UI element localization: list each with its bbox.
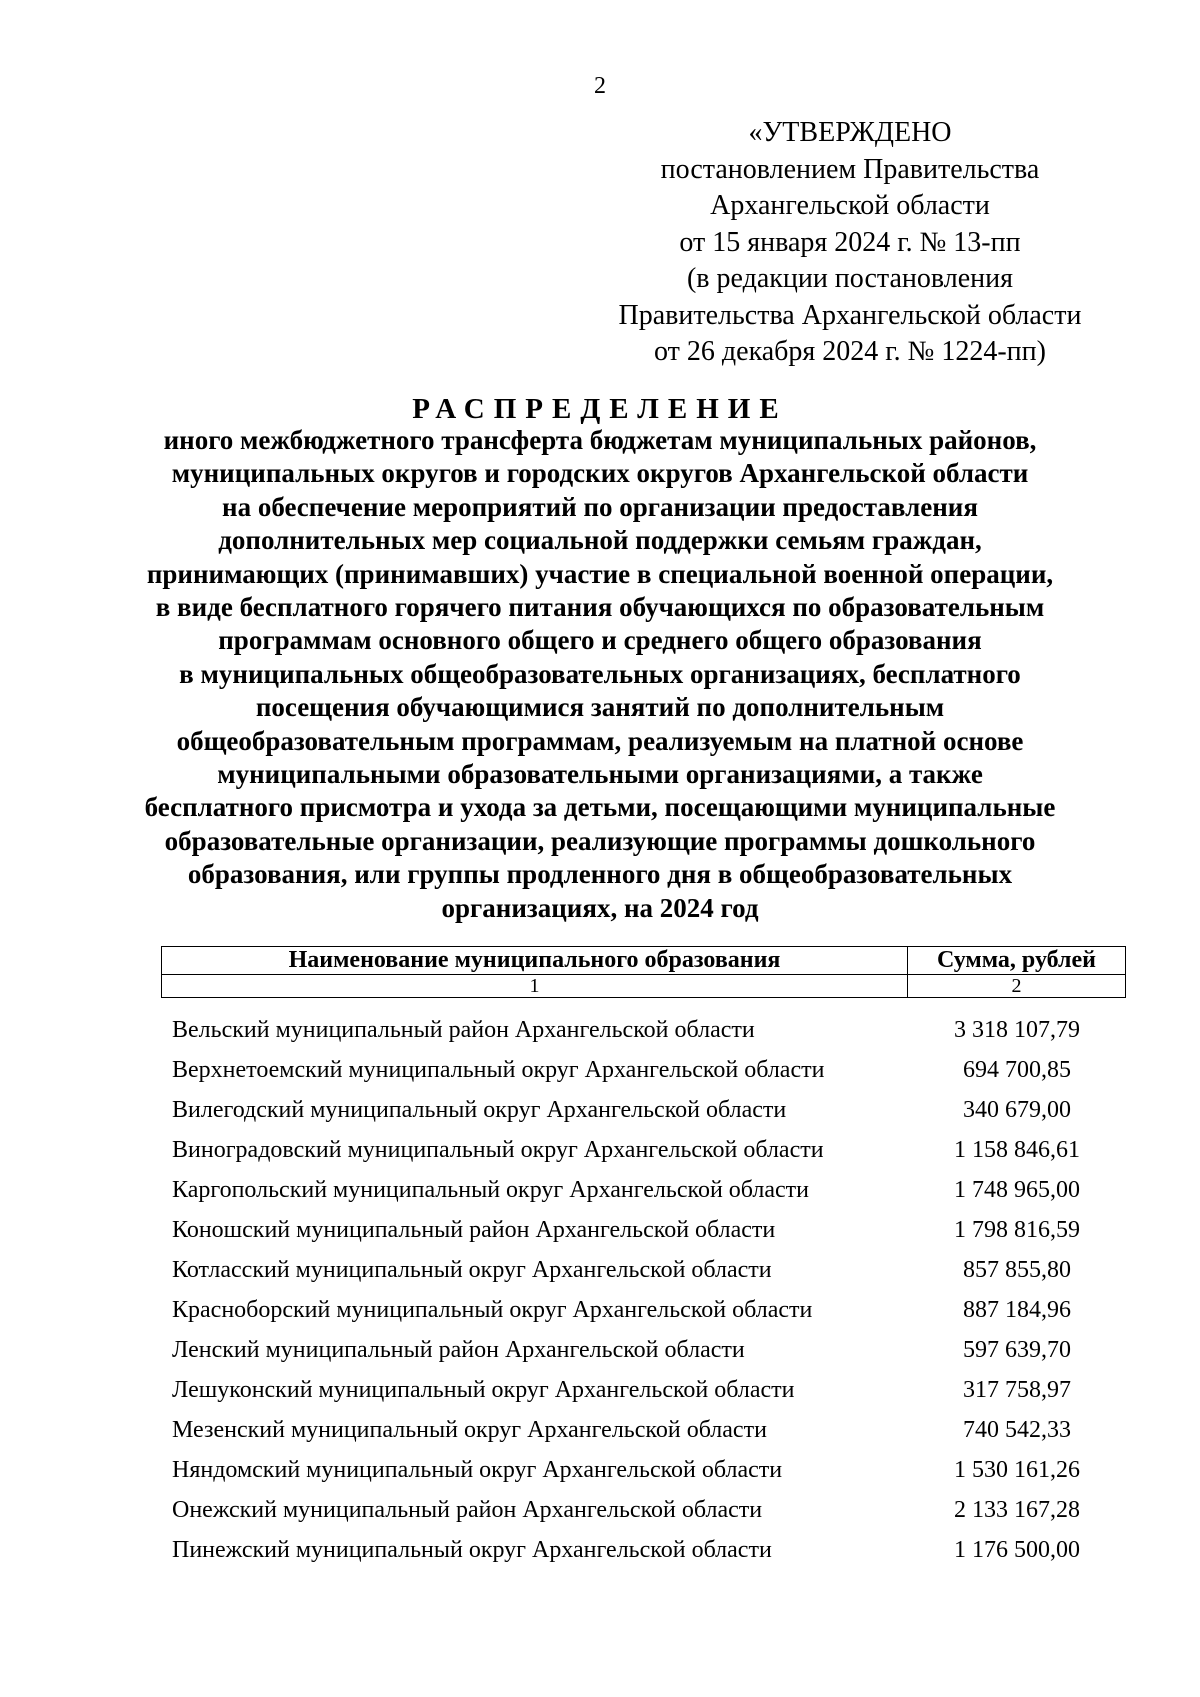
approval-block [600,115,1100,371]
amount-value: 857 855,80 [963,1256,1071,1283]
subtitle-line: в муниципальных общеобразовательных организациях, бесплатного [179,658,1021,689]
municipality-name: Каргопольский муниципальный округ Архангельской области [172,1176,810,1203]
approval-line: «УТВЕРЖДЕНО [748,117,952,148]
table-row [172,1130,1122,1170]
amount-value: 1 748 965,00 [954,1176,1080,1203]
municipality-name: Котласский муниципальный округ Архангельской области [172,1256,772,1283]
table-row [172,1090,1122,1130]
subtitle-line: посещения обучающимися занятий по дополнительным [255,692,945,723]
municipality-name: Верхнетоемский муниципальный округ Архангельской области [172,1056,825,1083]
amount-value: 317 758,97 [963,1376,1071,1403]
table-row [172,1250,1122,1290]
municipality-name: Коношский муниципальный район Архангельской области [172,1216,776,1243]
table-row [172,1530,1122,1570]
table-row [172,1010,1122,1050]
subtitle-line: дополнительных мер социальной поддержки семьям граждан, [218,525,982,556]
column-number-1: 1 [162,975,908,998]
column-number-2: 2 [908,975,1126,998]
subtitle-line: образовательные организации, реализующие программы дошкольного [164,825,1036,856]
column-header-amount: Сумма, рублей [908,947,1126,975]
table-row [172,1170,1122,1210]
subtitle-line: принимающих (принимавших) участие в специальной военной операции, [146,558,1054,589]
amount-value: 1 158 846,61 [954,1136,1080,1163]
header-row [162,947,1126,975]
municipality-name: Ленский муниципальный район Архангельской области [172,1336,745,1363]
subtitle-line: иного межбюджетного трансферта бюджетам муниципальных районов, [163,425,1037,455]
municipality-name: Няндомский муниципальный округ Архангельской области [172,1456,783,1483]
table-row [172,1490,1122,1530]
approval-line: постановлением Правительства [660,153,1040,185]
amount-value: 887 184,96 [963,1296,1071,1323]
amount-value: 1 530 161,26 [954,1456,1080,1483]
table-row [172,1290,1122,1330]
approval-line: от 26 декабря 2024 г. № 1224-пп) [654,336,1046,367]
amount-value: 1 176 500,00 [954,1536,1080,1563]
municipality-name: Вилегодский муниципальный округ Архангельской области [172,1096,787,1123]
table-header [161,946,1126,998]
approval-line: Архангельской области [710,190,990,221]
subtitle-line: бесплатного присмотра и ухода за детьми, посещающими муниципальные [144,792,1056,823]
column-header-name: Наименование муниципального образования [162,947,908,975]
document-heading: РАСПРЕДЕЛЕНИЕ [412,393,788,425]
column-number-row [162,975,1126,998]
municipality-name: Вельский муниципальный район Архангельской области [172,1016,755,1043]
subtitle-line: на обеспечение мероприятий по организации предоставления [222,491,978,522]
subtitle-line: муниципальных округов и городских округов Архангельской области [171,458,1029,489]
amount-value: 3 318 107,79 [954,1016,1080,1043]
subtitle-line: образования, или группы продленного дня в общеобразовательных [187,859,1013,890]
table-row [172,1450,1122,1490]
subtitle-line: муниципальными образовательными организациями, а также [217,759,983,790]
table-row [172,1410,1122,1450]
approval-line: Правительства Архангельской области [618,299,1082,331]
municipality-name: Мезенский муниципальный округ Архангельской области [172,1416,767,1443]
subtitle-line: в виде бесплатного горячего питания обучающихся по образовательным [155,592,1045,623]
municipality-name: Красноборский муниципальный округ Архангельской области [172,1296,813,1323]
table-row [172,1370,1122,1410]
approval-line: (в редакции постановления [686,263,1014,294]
document-subtitle [100,424,1100,925]
page-number: 2 [594,73,606,99]
subtitle-line: организациях, на 2024 год [441,892,759,923]
municipality-name: Лешуконский муниципальный округ Архангельской области [172,1376,795,1403]
amount-value: 740 542,33 [963,1416,1071,1443]
subtitle-line: общеобразовательным программам, реализуемым на платной основе [176,725,1024,756]
subtitle-line: программам основного общего и среднего общего образования [218,625,982,656]
amount-value: 1 798 816,59 [954,1216,1080,1243]
table-row [172,1050,1122,1090]
municipality-name: Пинежский муниципальный округ Архангельской области [172,1536,772,1563]
amount-value: 694 700,85 [963,1056,1071,1083]
amount-value: 597 639,70 [963,1336,1071,1363]
table-row [172,1330,1122,1370]
table-body [172,1010,1122,1570]
municipality-name: Виноградовский муниципальный округ Архангельской области [172,1136,824,1163]
municipality-name: Онежский муниципальный район Архангельской области [172,1496,763,1523]
amount-value: 340 679,00 [963,1096,1071,1123]
amount-value: 2 133 167,28 [954,1496,1080,1523]
approval-line: от 15 января 2024 г. № 13-пп [679,226,1021,258]
table-row [172,1210,1122,1250]
